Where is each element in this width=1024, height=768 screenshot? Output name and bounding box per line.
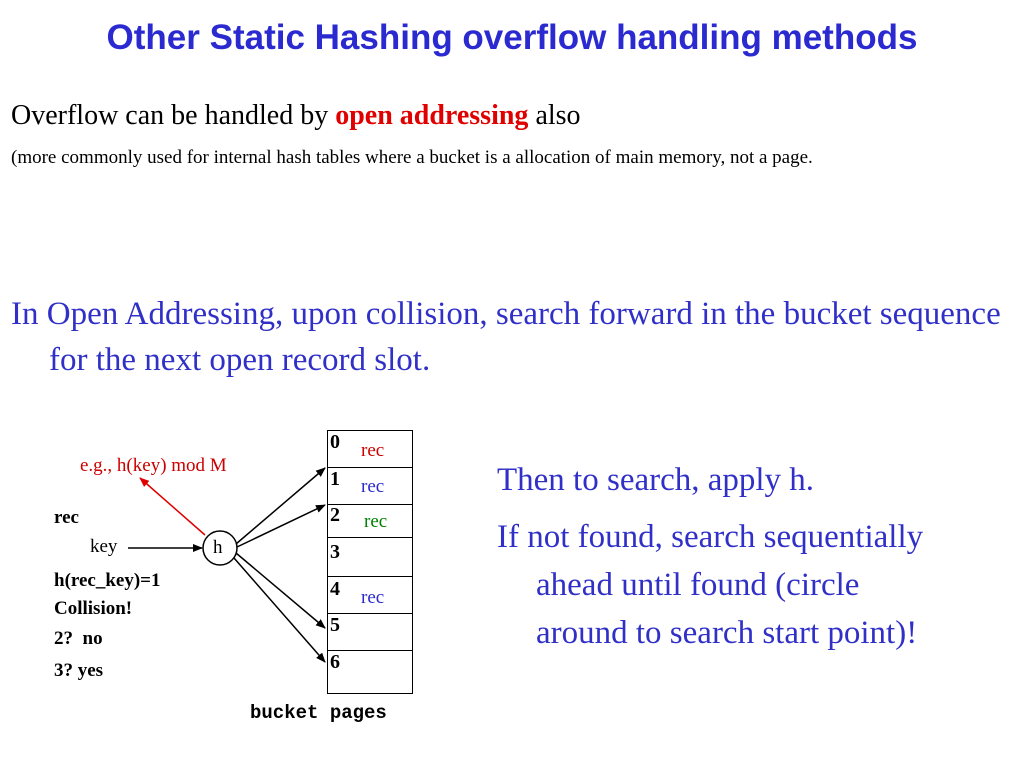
bucket-record: rec bbox=[364, 511, 388, 532]
record-label: rec bbox=[54, 507, 79, 528]
bucket-number: 3 bbox=[330, 541, 340, 563]
bucket-number: 1 bbox=[330, 468, 340, 490]
bucket-record: rec bbox=[361, 587, 385, 608]
search-step-continued: ahead until found (circle bbox=[536, 567, 860, 603]
step-bucket-3: 3? yes bbox=[54, 660, 104, 681]
open-addressing-highlight: open addressing bbox=[335, 100, 529, 131]
search-step-circle-around: around to search start point)! bbox=[536, 615, 918, 651]
search-step-sequential: If not found, search sequentially bbox=[497, 519, 924, 555]
bucket-number: 6 bbox=[330, 651, 340, 673]
bucket-number: 5 bbox=[330, 614, 340, 636]
h-to-bucket-6-arrow bbox=[234, 558, 325, 662]
bucket-number: 2 bbox=[330, 504, 340, 526]
intro-suffix: also bbox=[535, 100, 581, 131]
bucket-number: 4 bbox=[330, 578, 340, 600]
internal-hash-note: (more commonly used for internal hash tables where a bucket is a allocation of main memory, not a page. bbox=[11, 147, 813, 168]
bucket-pages-caption: bucket pages bbox=[250, 702, 387, 724]
open-addressing-description: In Open Addressing, upon collision, search forward in the bucket sequence for the next open record slot. bbox=[11, 296, 1001, 378]
hash-function-label: h bbox=[213, 537, 223, 558]
h-to-bucket-1-arrow bbox=[237, 505, 325, 547]
bucket-number: 0 bbox=[330, 431, 340, 453]
step-bucket-2: 2? no bbox=[54, 628, 103, 649]
h-to-bucket-0-arrow bbox=[236, 468, 325, 544]
bucket-record: rec bbox=[361, 440, 385, 461]
intro-prefix: Overflow can be handled by bbox=[11, 100, 329, 131]
h-to-example-arrow bbox=[140, 478, 205, 535]
key-label: key bbox=[90, 536, 118, 557]
h-to-bucket-5-arrow bbox=[236, 553, 325, 628]
step-hash-value: h(rec_key)=1 bbox=[54, 570, 161, 591]
search-step-apply-h: Then to search, apply h. bbox=[497, 462, 815, 498]
slide-title: Other Static Hashing overflow handling methods bbox=[106, 18, 918, 57]
hash-example-label: e.g., h(key) mod M bbox=[80, 455, 227, 476]
step-collision: Collision! bbox=[54, 598, 133, 619]
bucket-record: rec bbox=[361, 476, 385, 497]
